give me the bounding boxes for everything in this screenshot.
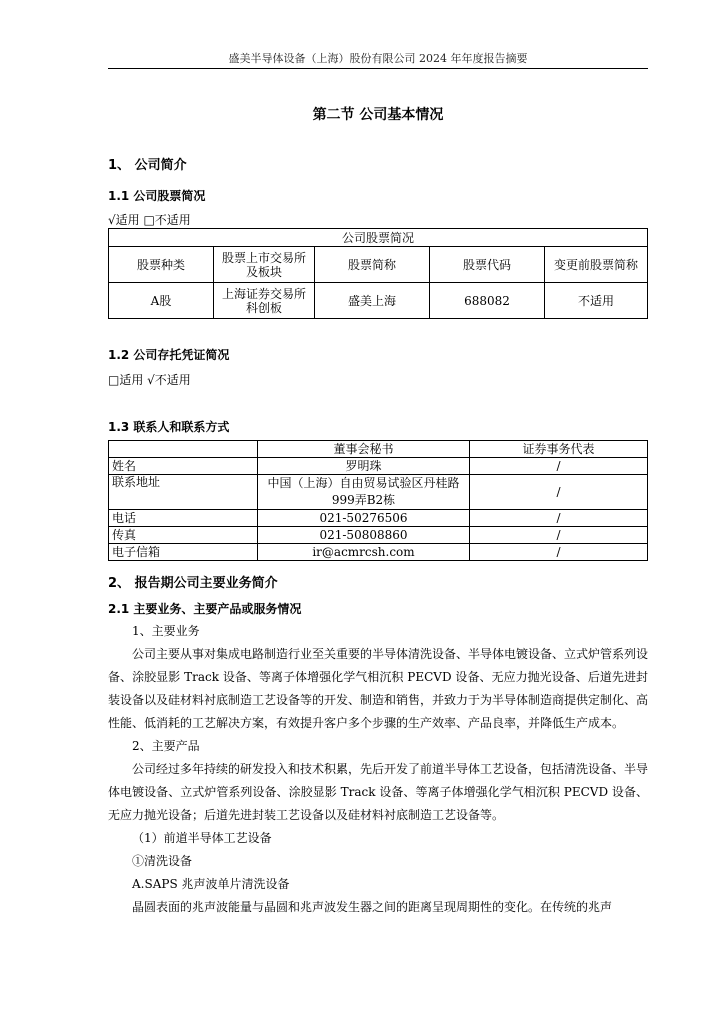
heading-contacts: 1.3 联系人和联系方式: [108, 420, 230, 434]
contact-table-header: 董事会秘书: [258, 441, 470, 458]
heading-company-intro: 1、 公司简介: [108, 158, 187, 173]
heading-stock-overview: 1.1 公司股票简况: [108, 189, 206, 203]
stock-table-cell: A股: [109, 283, 214, 319]
stock-table-header: 股票简称: [315, 247, 430, 283]
paragraph: 晶圆表面的兆声波能量与晶圆和兆声波发生器之间的距离呈现周期性的变化。在传统的兆声: [132, 900, 613, 914]
contact-value: ir@acmrcsh.com: [258, 544, 470, 561]
contact-label: 联系地址: [109, 475, 258, 510]
stock-table-header: 变更前股票简称: [545, 247, 648, 283]
stock-table-caption: 公司股票简况: [109, 229, 648, 247]
stock-table-header: 股票代码: [430, 247, 545, 283]
paragraph: 2、主要产品: [132, 739, 200, 753]
contact-value: /: [470, 458, 648, 475]
stock-table-cell: 688082: [430, 283, 545, 319]
page-header: 盛美半导体设备（上海）股份有限公司 2024 年年度报告摘要: [108, 50, 648, 69]
contact-value: /: [470, 475, 648, 510]
body-text: [108, 620, 648, 919]
contact-value: 021-50808860: [258, 527, 470, 544]
section-title: 第二节 公司基本情况: [312, 107, 444, 123]
stock-table: [108, 228, 648, 319]
contact-label: 传真: [109, 527, 258, 544]
stock-table-cell: 盛美上海: [315, 283, 430, 319]
contact-table: [108, 440, 648, 561]
stock-table-header: 股票上市交易所及板块: [214, 247, 315, 283]
contact-value: 中国（上海）自由贸易试验区丹桂路999弄B2栋: [258, 475, 470, 510]
heading-depositary: 1.2 公司存托凭证简况: [108, 348, 230, 362]
contact-table-header: [109, 441, 258, 458]
contact-value: 罗明珠: [258, 458, 470, 475]
contact-value: /: [470, 544, 648, 561]
contact-value: /: [470, 510, 648, 527]
stock-table-header: 股票种类: [109, 247, 214, 283]
paragraph: （1）前道半导体工艺设备: [132, 831, 272, 845]
applicability-depositary: □适用 √不适用: [108, 373, 191, 387]
contact-value: /: [470, 527, 648, 544]
paragraph: 1、主要业务: [132, 624, 200, 638]
heading-business: 2、 报告期公司主要业务简介: [108, 576, 278, 591]
contact-value: 021-50276506: [258, 510, 470, 527]
stock-table-cell: 上海证券交易所科创板: [214, 283, 315, 319]
heading-main-business: 2.1 主要业务、主要产品或服务情况: [108, 602, 302, 616]
paragraph: 公司经过多年持续的研发投入和技术积累，先后开发了前道半导体工艺设备，包括清洗设备、半导体电镀设备、立式炉管系列设备、涂胶显影 Track 设备、等离子体增强化学气相沉积 PECVD 设备、无应力抛光设备；后道先进封装工艺设备以及硅材料衬底制造工艺设备等。: [108, 762, 649, 822]
applicability-stock: √适用 □不适用: [108, 213, 191, 227]
paragraph: A.SAPS 兆声波单片清洗设备: [132, 877, 290, 891]
stock-table-cell: 不适用: [545, 283, 648, 319]
contact-label: 姓名: [109, 458, 258, 475]
contact-label: 电子信箱: [109, 544, 258, 561]
contact-label: 电话: [109, 510, 258, 527]
paragraph: 公司主要从事对集成电路制造行业至关重要的半导体清洗设备、半导体电镀设备、立式炉管系列设备、涂胶显影 Track 设备、等离子体增强化学气相沉积 PECVD 设备、无应力抛光设备、后道先进封装设备以及硅材料衬底制造工艺设备等的开发、制造和销售，并致力于为半导体制造商提供定制化、高性能、低消耗的工艺解决方案，有效提升客户多个步骤的生产效率、产品良率，并降低生产成本。: [108, 647, 649, 730]
contact-table-header: 证券事务代表: [470, 441, 648, 458]
paragraph: ①清洗设备: [132, 854, 193, 868]
